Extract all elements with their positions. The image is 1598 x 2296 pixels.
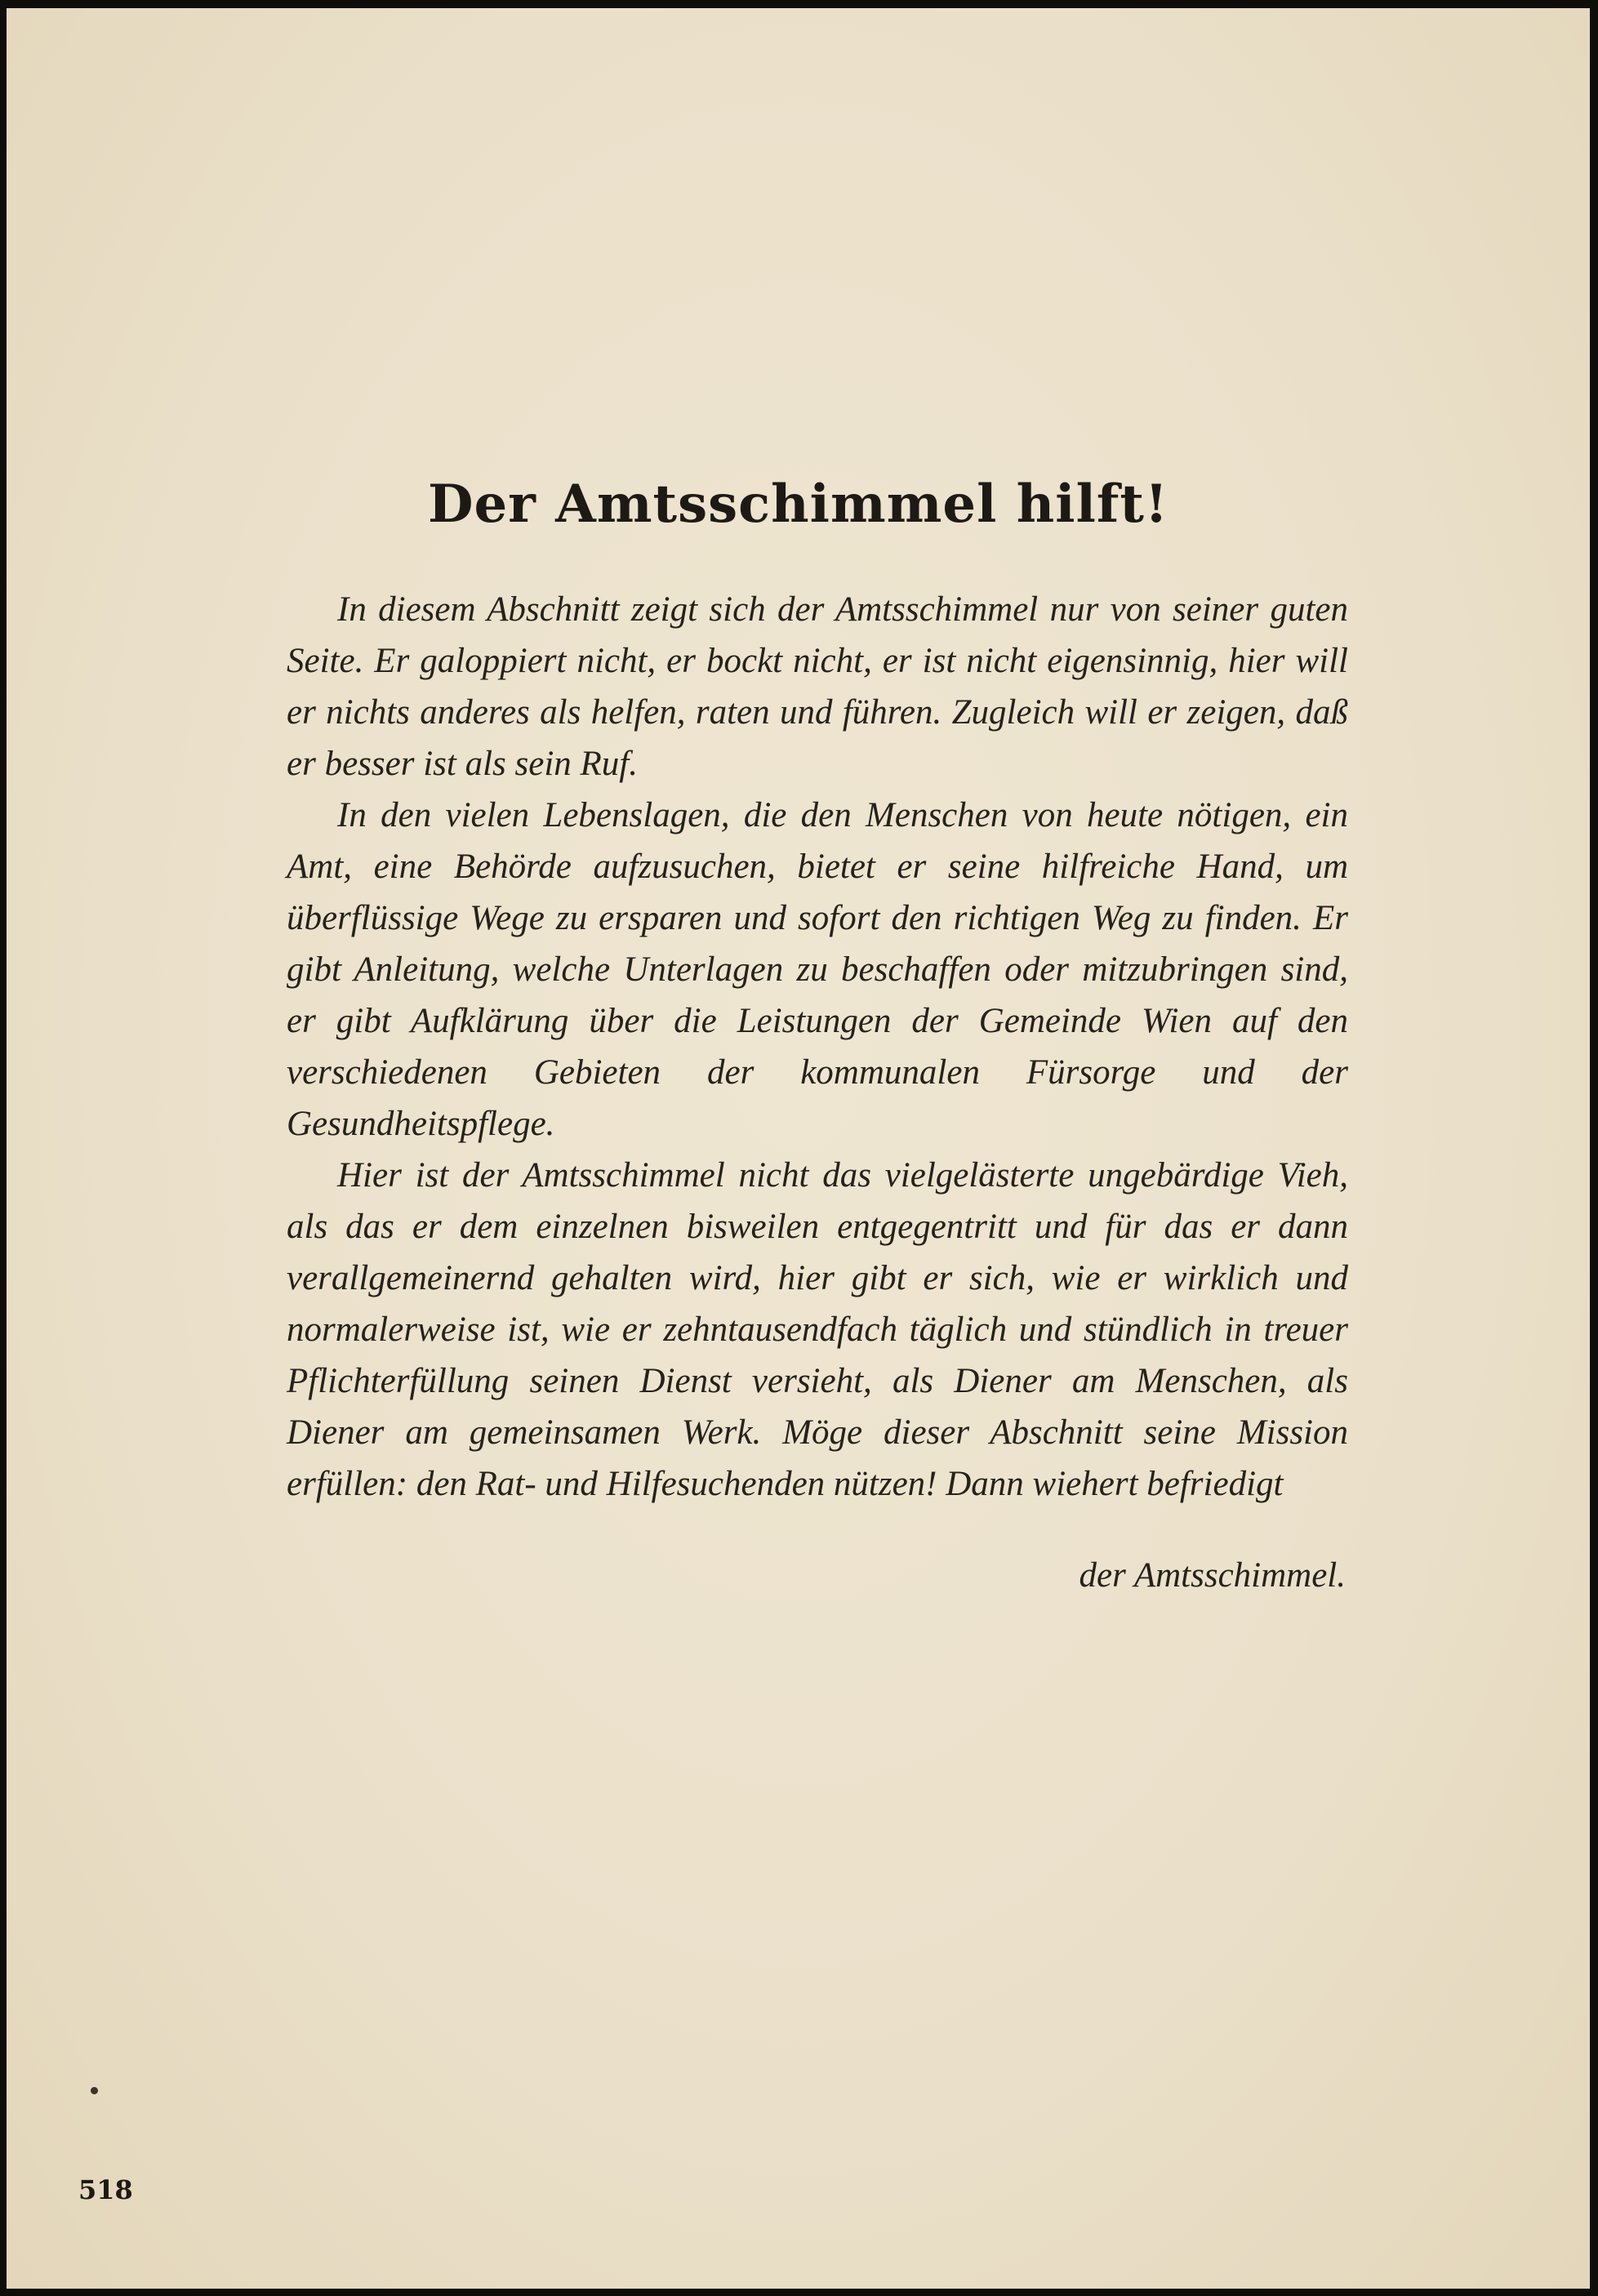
page-title: Der Amtsschimmel hilft! bbox=[427, 474, 1169, 535]
paragraph-2: In den vielen Lebenslagen, die den Menschen von heute nötigen, ein Amt, eine Behörde aufzusuchen, bietet er seine hilfreiche Hand, um überflüssige Wege zu ersparen und sofort den richtigen Weg zu finden. Er gibt Anleitung, welche Unterlagen zu beschaffen oder mitzubringen sind, er gibt Aufklärung über die Leistungen der Gemeinde Wien auf den verschiedenen Gebieten der kommunalen Fürsorge und der Gesundheitspflege. bbox=[287, 796, 1348, 1143]
ink-dot bbox=[91, 2087, 98, 2094]
document-page bbox=[7, 8, 1590, 2289]
body-text bbox=[287, 584, 1348, 1510]
page-number: 518 bbox=[78, 2174, 133, 2205]
paragraph-3: Hier ist der Amtsschimmel nicht das vielgelästerte ungebärdige Vieh, als das er dem einzelnen bisweilen entgegentritt und für das er dann verallgemeinernd gehalten wird, hier gibt er sich, wie er wirklich und normalerweise ist, wie er zehntausendfach täglich und stündlich in treuer Pflichterfüllung seinen Dienst versieht, als Diener am Menschen, als Diener am gemeinsamen Werk. Möge dieser Abschnitt seine Mission erfüllen: den Rat- und Hilfesuchenden nützen! Dann wiehert befriedigt bbox=[287, 1156, 1348, 1503]
signature: der Amtsschimmel. bbox=[1079, 1556, 1346, 1595]
paragraph-1: In diesem Abschnitt zeigt sich der Amtsschimmel nur von seiner guten Seite. Er galoppiert nicht, er bockt nicht, er ist nicht eigensinnig, hier will er nichts anderes als helfen, raten und führen. Zugleich will er zeigen, daß er besser ist als sein Ruf. bbox=[287, 590, 1348, 783]
